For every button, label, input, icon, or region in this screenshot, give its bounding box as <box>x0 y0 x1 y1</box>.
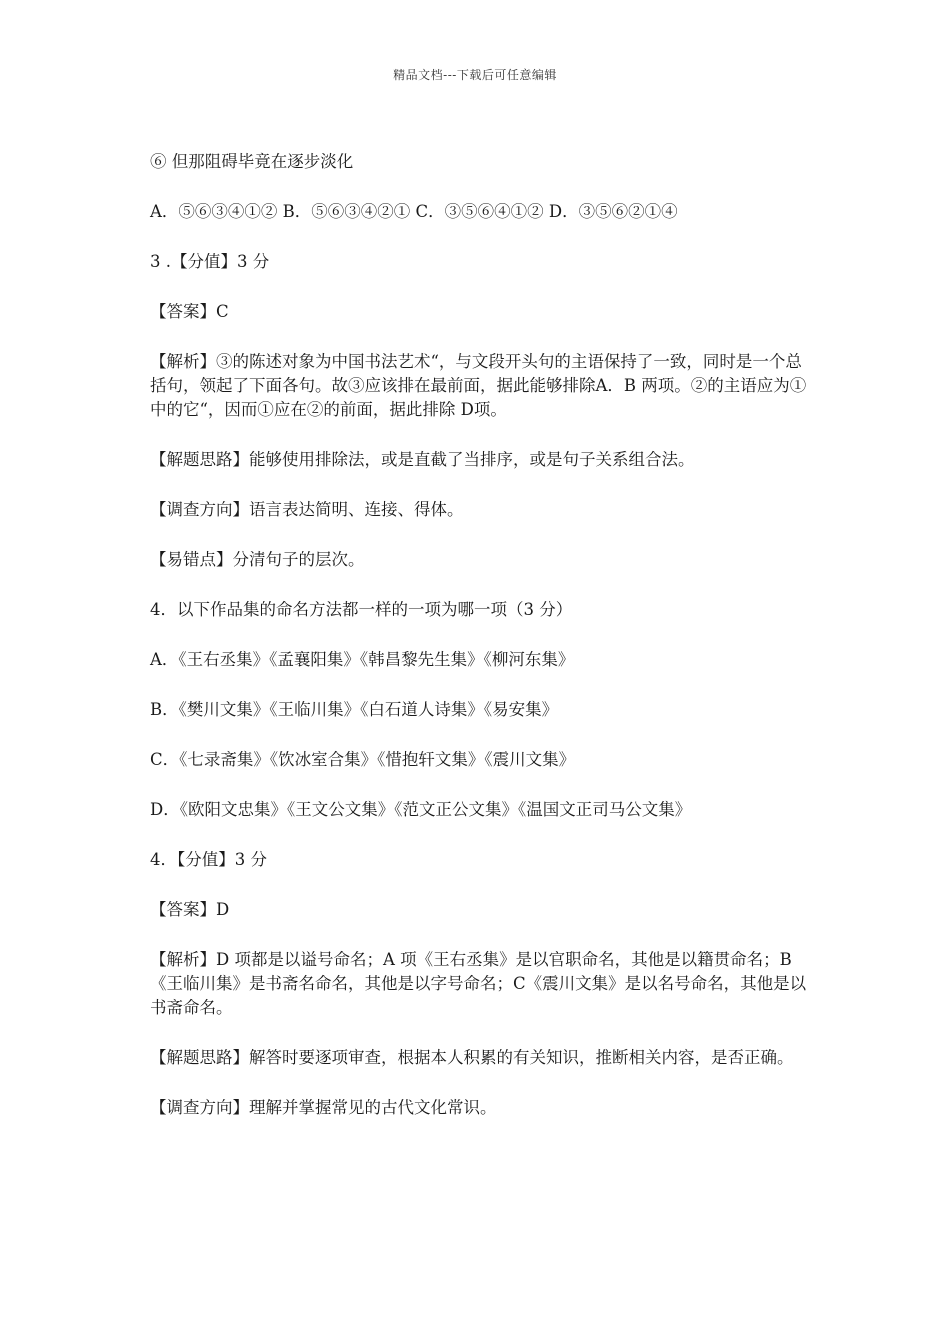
q3-answer: 【答案】C <box>150 302 229 321</box>
sentence-option-6: ⑥ 但那阻碍毕竟在逐步淡化 <box>150 152 354 171</box>
q4-option-a: A．《王右丞集》《孟襄阳集》《韩昌黎先生集》《柳河东集》 <box>150 650 575 669</box>
q3-topic: 【调查方向】语言表达简明、连接、得体。 <box>150 500 464 519</box>
q4-option-b: B．《樊川文集》《王临川集》《白石道人诗集》《易安集》 <box>150 700 559 719</box>
q4-topic: 【调查方向】理解并掌握常见的古代文化常识。 <box>150 1098 497 1117</box>
q4-option-c: C．《七录斋集》《饮冰室合集》《惜抱轩文集》《震川文集》 <box>150 750 576 769</box>
document-body <box>150 150 810 1146</box>
q4-answer: 【答案】D <box>150 900 230 919</box>
q3-analysis: 【解析】③的陈述对象为中国书法艺术“，与文段开头句的主语保持了一致，同时是一个总括句，领起了下面各句。故③应该排在最前面，据此能够排除A．B 两项。②的主语应为①中的它“，因而①应在②的前面，据此排除 D项。 <box>150 352 807 419</box>
q4-question: 4．以下作品集的命名方法都一样的一项为哪一项（3 分） <box>150 600 573 619</box>
q3-choices: A．⑤⑥③④①② B．⑤⑥③④②① C．③⑤⑥④①② D．③⑤⑥②①④ <box>150 202 678 221</box>
q3-solving-approach: 【解题思路】能够使用排除法，或是直截了当排序，或是句子关系组合法。 <box>150 450 695 469</box>
q4-analysis: 【解析】D 项都是以谥号命名；A 项《王右丞集》是以官职命名，其他是以籍贯命名；B《王临川集》是书斋名命名，其他是以字号命名；C《震川文集》是以名号命名，其他是以书斋命名。 <box>150 950 807 1017</box>
q4-score: 4．【分值】3 分 <box>150 850 267 869</box>
q4-solving-approach: 【解题思路】解答时要逐项审查，根据本人积累的有关知识，推断相关内容，是否正确。 <box>150 1048 794 1067</box>
q4-option-d: D．《欧阳文忠集》《王文公文集》《范文正公文集》《温国文正司马公文集》 <box>150 800 692 819</box>
q3-score: 3 .【分值】3 分 <box>150 252 270 271</box>
page-header: 精品文档---下载后可任意编辑 <box>393 68 557 82</box>
q3-common-mistake: 【易错点】分清句子的层次。 <box>150 550 365 569</box>
